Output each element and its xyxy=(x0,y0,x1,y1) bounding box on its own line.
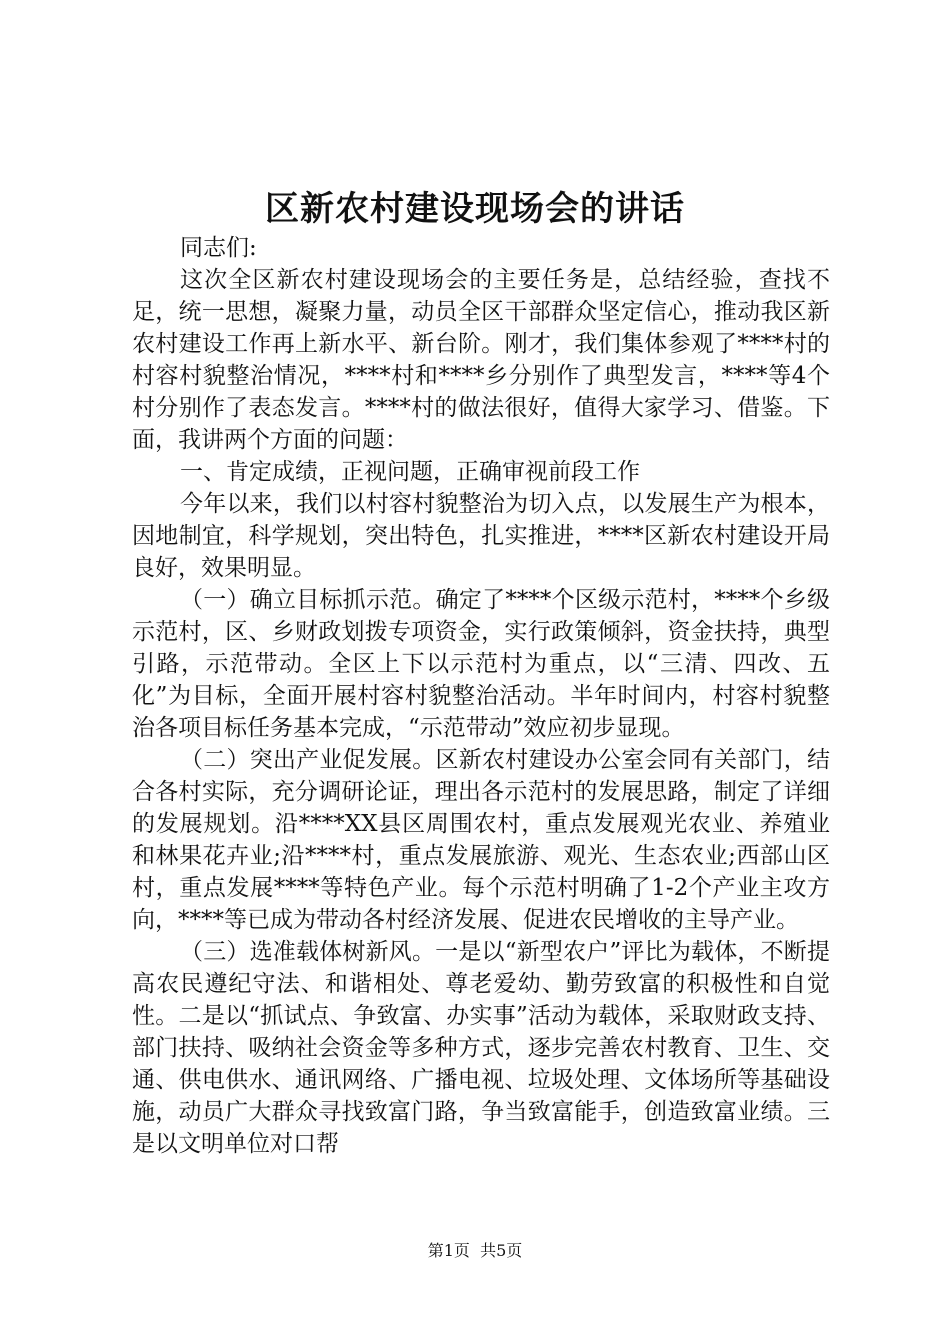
section-heading-1: 一、肯定成绩，正视问题，正确审视前段工作 xyxy=(180,459,640,485)
salutation-paragraph: 同志们: xyxy=(180,235,257,261)
sub-item-1-paragraph: （一）确立目标抓示范。确定了****个区级示范村，****个乡级示范村，区、乡财政划拨专项资金，实行政策倾斜，资金扶持，典型引路，示范带动。全区上下以示范村为重点，以“三清、四改、五化”为目标，全面开展村容村貌整治活动。半年时间内，村容村貌整治各项目标任务基本完成，“示范带动”效应初步显现。 xyxy=(132,587,830,741)
intro-paragraph: 这次全区新农村建设现场会的主要任务是，总结经验，查找不足，统一思想，凝聚力量，动员全区干部群众坚定信心，推动我区新农村建设工作再上新水平、新台阶。刚才，我们集体参观了****村的村容村貌整治情况，****村和****乡分别作了典型发言，****等4个村分别作了表态发言。****村的做法很好，值得大家学习、借鉴。下面，我讲两个方面的问题： xyxy=(132,267,830,453)
page-footer xyxy=(0,1241,950,1261)
page-number-label: 第1页 共5页 xyxy=(427,1241,523,1260)
document-title: 区新农村建设现场会的讲话 xyxy=(265,189,685,229)
sub-item-3-paragraph: （三）选准载体树新风。一是以“新型农户”评比为载体，不断提高农民遵纪守法、和谐相处、尊老爱幼、勤劳致富的积极性和自觉性。二是以“抓试点、争致富、办实事”活动为载体，采取财政支持、部门扶持、吸纳社会资金等多种方式，逐步完善农村教育、卫生、交通、供电供水、通讯网络、广播电视、垃圾处理、文体场所等基础设施，动员广大群众寻找致富门路，争当致富能手，创造致富业绩。三是以文明单位对口帮 xyxy=(132,939,830,1157)
document-body xyxy=(132,232,830,1160)
section-1-summary-paragraph: 今年以来，我们以村容村貌整治为切入点，以发展生产为根本，因地制宜，科学规划，突出特色，扎实推进，****区新农村建设开局良好，效果明显。 xyxy=(132,491,830,581)
sub-item-2-paragraph: （二）突出产业促发展。区新农村建设办公室会同有关部门，结合各村实际，充分调研论证，理出各示范村的发展思路，制定了详细的发展规划。沿****XX县区周围农村，重点发展观光农业、养殖业和林果花卉业;沿****村，重点发展旅游、观光、生态农业;西部山区村，重点发展****等特色产业。每个示范村明确了1-2个产业主攻方向，****等已成为带动各村经济发展、促进农民增收的主导产业。 xyxy=(132,747,830,933)
